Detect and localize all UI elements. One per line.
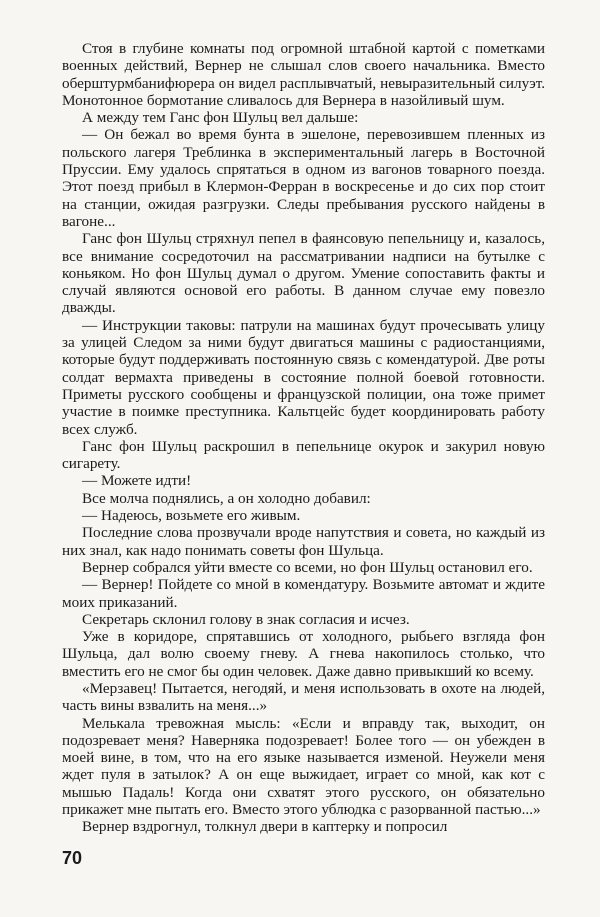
- paragraph: Мелькала тревожная мысль: «Если и вправду так, выходит, он подозревает меня? Наверняка подозревает! Более того — он убежден в моей вине, в том, что на его языке называется изменой. Неужели меня ждет пуля в затылок? А он еще выжидает, играет со мной, как кот с мышью Падаль! Когда они схватят этого русского, он обязательно прикажет мне пытать его. Вместо этого ублюдка с разорванной пастью...»: [62, 714, 545, 819]
- paragraph: — Надеюсь, возьмете его живым.: [82, 507, 301, 525]
- paragraph: — Инструкции таковы: патрули на машинах будут прочесывать улицу за улицей Следом за ними будут двигаться машины с радиостанциями, которые будут поддерживать постоянную связь с комендатурой. Две роты солдат вермахта приведены в состояние полной боевой готовности. Приметы русского сообщены и французской полиции, она тоже примет участие в поимке преступника. Кальтцейс будет координировать работу всех служб.: [62, 316, 545, 438]
- page-number: 70: [62, 848, 83, 868]
- paragraph: Ганс фон Шульц раскрошил в пепельнице окурок и закурил новую сигарету.: [62, 437, 545, 473]
- paragraph: Уже в коридоре, спрятавшись от холодного, рыбьего взгляда фон Шульца, дал волю своему гневу. А гнева накопилось столько, что вместить его не смог бы один человек. Даже давно привыкший ко всему.: [62, 628, 545, 680]
- paragraph: — Можете идти!: [82, 472, 192, 490]
- paragraph: Стоя в глубине комнаты под огромной штабной картой с пометками военных действий, Вернер не слышал слов своего начальника. Вместо оберштурмбанифюрера он видел расплывчатый, невыразительный силуэт. Монотонное бормотание сливалось для Вернера в назойливый шум.: [62, 40, 545, 109]
- paragraph: Вернер вздрогнул, толкнул двери в каптерку и попросил: [82, 818, 448, 836]
- page-body: [62, 40, 545, 836]
- paragraph: «Мерзавец! Пытается, негодяй, и меня использовать в охоте на людей, часть вины взвалить на меня...»: [62, 679, 545, 715]
- paragraph: Последние слова прозвучали вроде напутствия и совета, но каждый из них знал, как надо понимать советы фон Шульца.: [62, 524, 545, 559]
- paragraph: Ганс фон Шульц стряхнул пепел в фаянсовую пепельницу и, казалось, все внимание сосредоточил на рассматривании надписи на бутылке с коньяком. Но фон Шульц думал о другом. Умение сопоставить факты и случай являются основой его работы. В данном случае ему повезло дважды.: [62, 230, 545, 317]
- paragraph: Секретарь склонил голову в знак согласия и исчез.: [82, 610, 410, 628]
- paragraph: Вернер собрался уйти вместе со всеми, но фон Шульц остановил его.: [82, 558, 533, 576]
- paragraph: — Он бежал во время бунта в эшелоне, перевозившем пленных из польского лагеря Треблинка в экспериментальный лагерь в Восточной Пруссии. Ему удалось спрятаться в одном из вагонов товарного поезда. Этот поезд прибыл в Клермон-Ферран в воскресенье и до сих пор стоит на станции, ожидая разгрузки. Следы пребывания русского найдены в вагоне...: [62, 126, 545, 230]
- paragraph: Все молча поднялись, а он холодно добавил:: [82, 489, 371, 507]
- paragraph: А между тем Ганс фон Шульц вел дальше:: [82, 109, 359, 127]
- paragraph: — Вернер! Пойдете со мной в комендатуру. Возьмите автомат и ждите моих приказаний.: [62, 576, 545, 611]
